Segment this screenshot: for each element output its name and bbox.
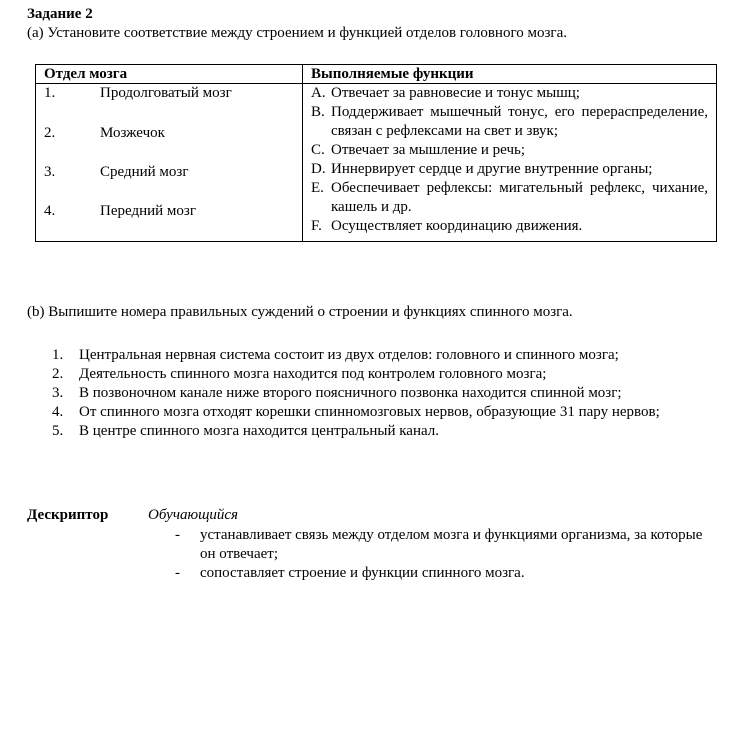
descriptor-item (175, 564, 705, 583)
function-item (311, 84, 708, 103)
function-text: Поддерживает мышечный тонус, его перераспределение, связан с рефлексами на свет и звук; (331, 104, 708, 139)
brain-part-item (44, 124, 294, 163)
function-text: Обеспечивает рефлексы: мигательный рефлекс, чихание, кашель и др. (331, 180, 708, 215)
statement-text: Деятельность спинного мозга находится под контролем головного мозга; (79, 366, 547, 382)
function-letter: D. (311, 161, 326, 177)
matching-table (35, 64, 717, 242)
statement-number: 3. (52, 385, 64, 401)
descriptor-item (175, 526, 705, 564)
function-text: Отвечает за равновесие и тонус мышц; (331, 85, 580, 101)
functions-cell (303, 84, 717, 242)
function-letter: F. (311, 218, 322, 234)
function-item (311, 141, 708, 160)
statement-text: Центральная нервная система состоит из двух отделов: головного и спинного мозга; (79, 347, 619, 363)
statement-item (52, 422, 702, 441)
table-header-row (36, 65, 717, 84)
statement-number: 1. (52, 347, 64, 363)
statement-number: 4. (52, 404, 64, 420)
dash-bullet: - (175, 527, 180, 543)
brain-part-number: 4. (44, 203, 56, 219)
brain-part-number: 1. (44, 85, 56, 101)
function-text: Отвечает за мышление и речь; (331, 142, 526, 158)
brain-parts-cell (36, 84, 303, 242)
brain-part-item (44, 202, 294, 241)
statement-text: В центре спинного мозга находится центральный канал. (79, 423, 439, 439)
function-letter: E. (311, 180, 324, 196)
statement-text: В позвоночном канале ниже второго поясничного позвонка находится спинной мозг; (79, 385, 622, 401)
statement-text: От спинного мозга отходят корешки спинномозговых нервов, образующие 31 пару нервов; (79, 404, 660, 420)
function-item (311, 160, 708, 179)
brain-part-number: 3. (44, 164, 56, 180)
statement-item (52, 384, 702, 403)
table-body-row (36, 84, 717, 242)
brain-part-item (44, 163, 294, 202)
function-item (311, 217, 708, 236)
part-a-instruction: (а) Установите соответствие между строением и функцией отделов головного мозга. (27, 25, 567, 41)
function-text: Осуществляет координацию движения. (331, 218, 583, 234)
statement-item (52, 365, 702, 384)
descriptor-text: устанавливает связь между отделом мозга и функциями организма, за которые он отвечает; (200, 527, 703, 562)
brain-part-name: Средний мозг (100, 164, 189, 180)
function-letter: C. (311, 142, 325, 158)
brain-part-name: Передний мозг (100, 203, 196, 219)
header-functions: Выполняемые функции (303, 65, 717, 84)
descriptor-subject: Обучающийся (148, 507, 239, 523)
function-item (311, 179, 708, 217)
descriptor-text: сопоставляет строение и функции спинного мозга. (200, 565, 525, 581)
function-item (311, 103, 708, 141)
worksheet (27, 5, 708, 581)
function-letter: B. (311, 104, 325, 120)
task-title: Задание 2 (27, 6, 93, 22)
function-text: Иннервирует сердце и другие внутренние органы; (331, 161, 653, 177)
header-brain-part: Отдел мозга (36, 65, 303, 84)
statement-item (52, 403, 702, 422)
statements-list (52, 346, 702, 441)
function-letter: A. (311, 85, 326, 101)
brain-part-name: Мозжечок (100, 125, 165, 141)
descriptor-list (175, 526, 705, 583)
brain-part-number: 2. (44, 125, 56, 141)
statement-item (52, 346, 702, 365)
part-b-instruction: (b) Выпишите номера правильных суждений о строении и функциях спинного мозга. (27, 304, 573, 320)
dash-bullet: - (175, 565, 180, 581)
statement-number: 2. (52, 366, 64, 382)
descriptor-label: Дескриптор (27, 507, 109, 523)
statement-number: 5. (52, 423, 64, 439)
brain-part-name: Продолговатый мозг (100, 85, 232, 101)
brain-part-item (44, 84, 294, 124)
